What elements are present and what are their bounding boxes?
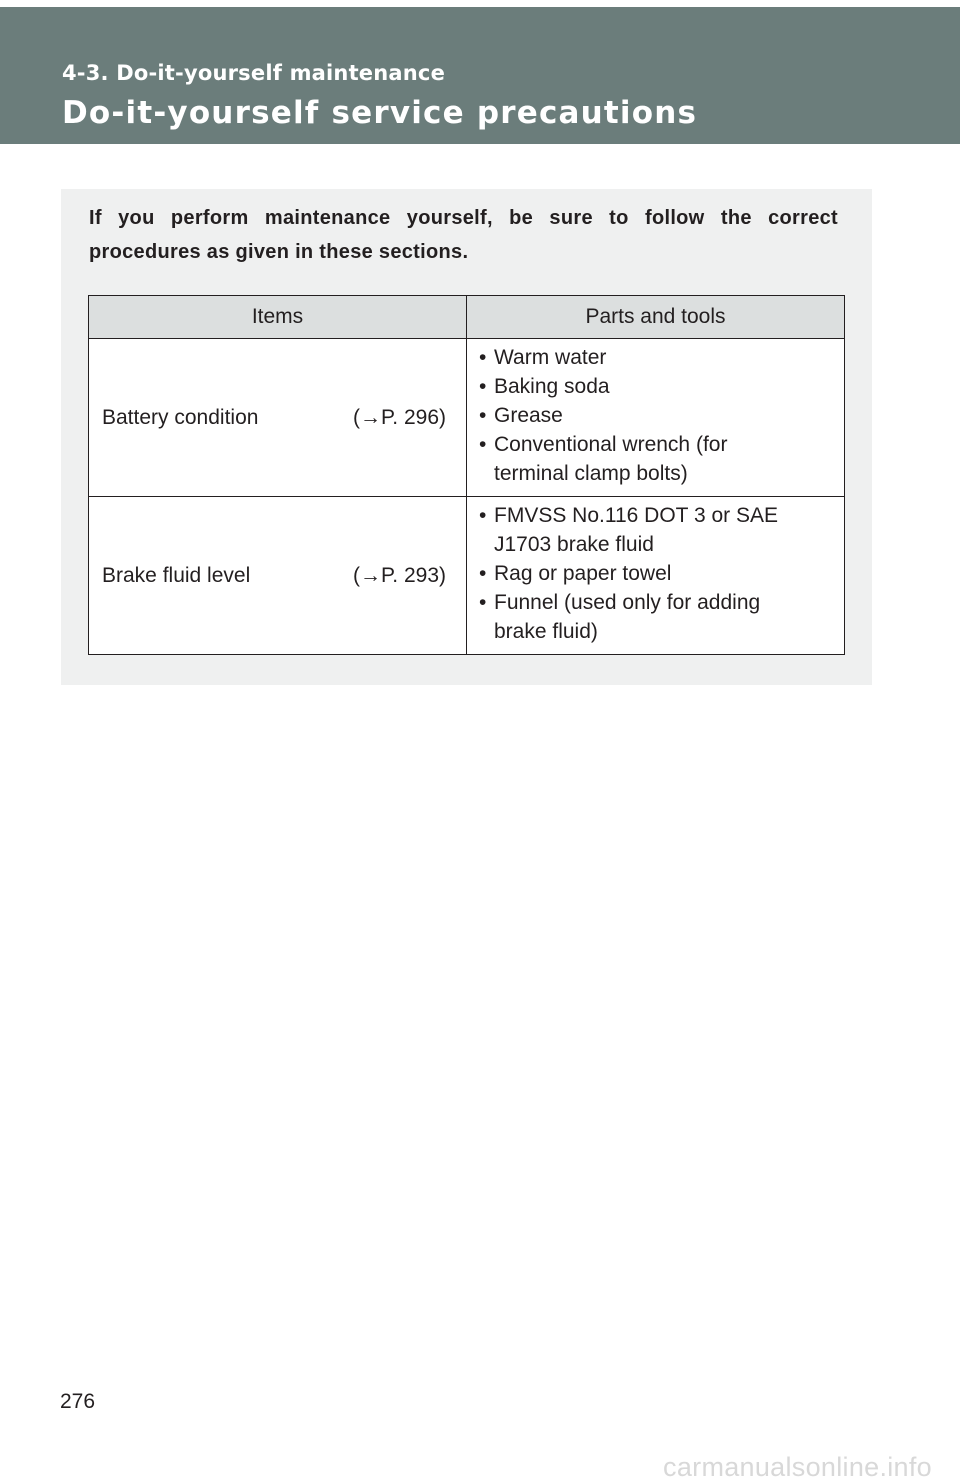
list-item: • Rag or paper towel: [479, 562, 672, 585]
chapter-header: [0, 7, 960, 144]
list-item: • Funnel (used only for adding brake fluid): [479, 591, 761, 643]
section-label: 4-3. Do-it-yourself maintenance: [62, 61, 446, 85]
page-number: 276: [60, 1390, 96, 1413]
list-item: • Grease: [479, 404, 563, 427]
item-name: Battery condition: [102, 405, 259, 429]
item-cell: [89, 339, 467, 497]
column-header-parts: Parts and tools: [467, 296, 845, 339]
table-row: [89, 497, 845, 655]
table-row: [89, 339, 845, 497]
item-name: Brake fluid level: [102, 563, 251, 587]
intro-text: If you perform maintenance yourself, be sure to follow the correct procedures as given in these sections.: [89, 207, 838, 263]
list-item: • Baking soda: [479, 375, 610, 398]
page-reference-link[interactable]: (→P. 296): [353, 405, 446, 429]
parts-cell: [467, 339, 845, 497]
page-reference-link[interactable]: (→P. 293): [353, 563, 446, 587]
page-title: Do-it-yourself service precautions: [62, 95, 698, 131]
parts-table: [88, 295, 845, 655]
list-item: • Conventional wrench (for terminal clamp bolts): [479, 433, 728, 485]
list-item: • FMVSS No.116 DOT 3 or SAE J1703 brake fluid: [479, 504, 778, 556]
column-header-items: Items: [89, 296, 467, 339]
item-cell: [89, 497, 467, 655]
watermark: carmanualsonline.info: [663, 1452, 932, 1482]
parts-cell: [467, 497, 845, 655]
table-header-row: [89, 296, 845, 339]
list-item: • Warm water: [479, 346, 607, 369]
